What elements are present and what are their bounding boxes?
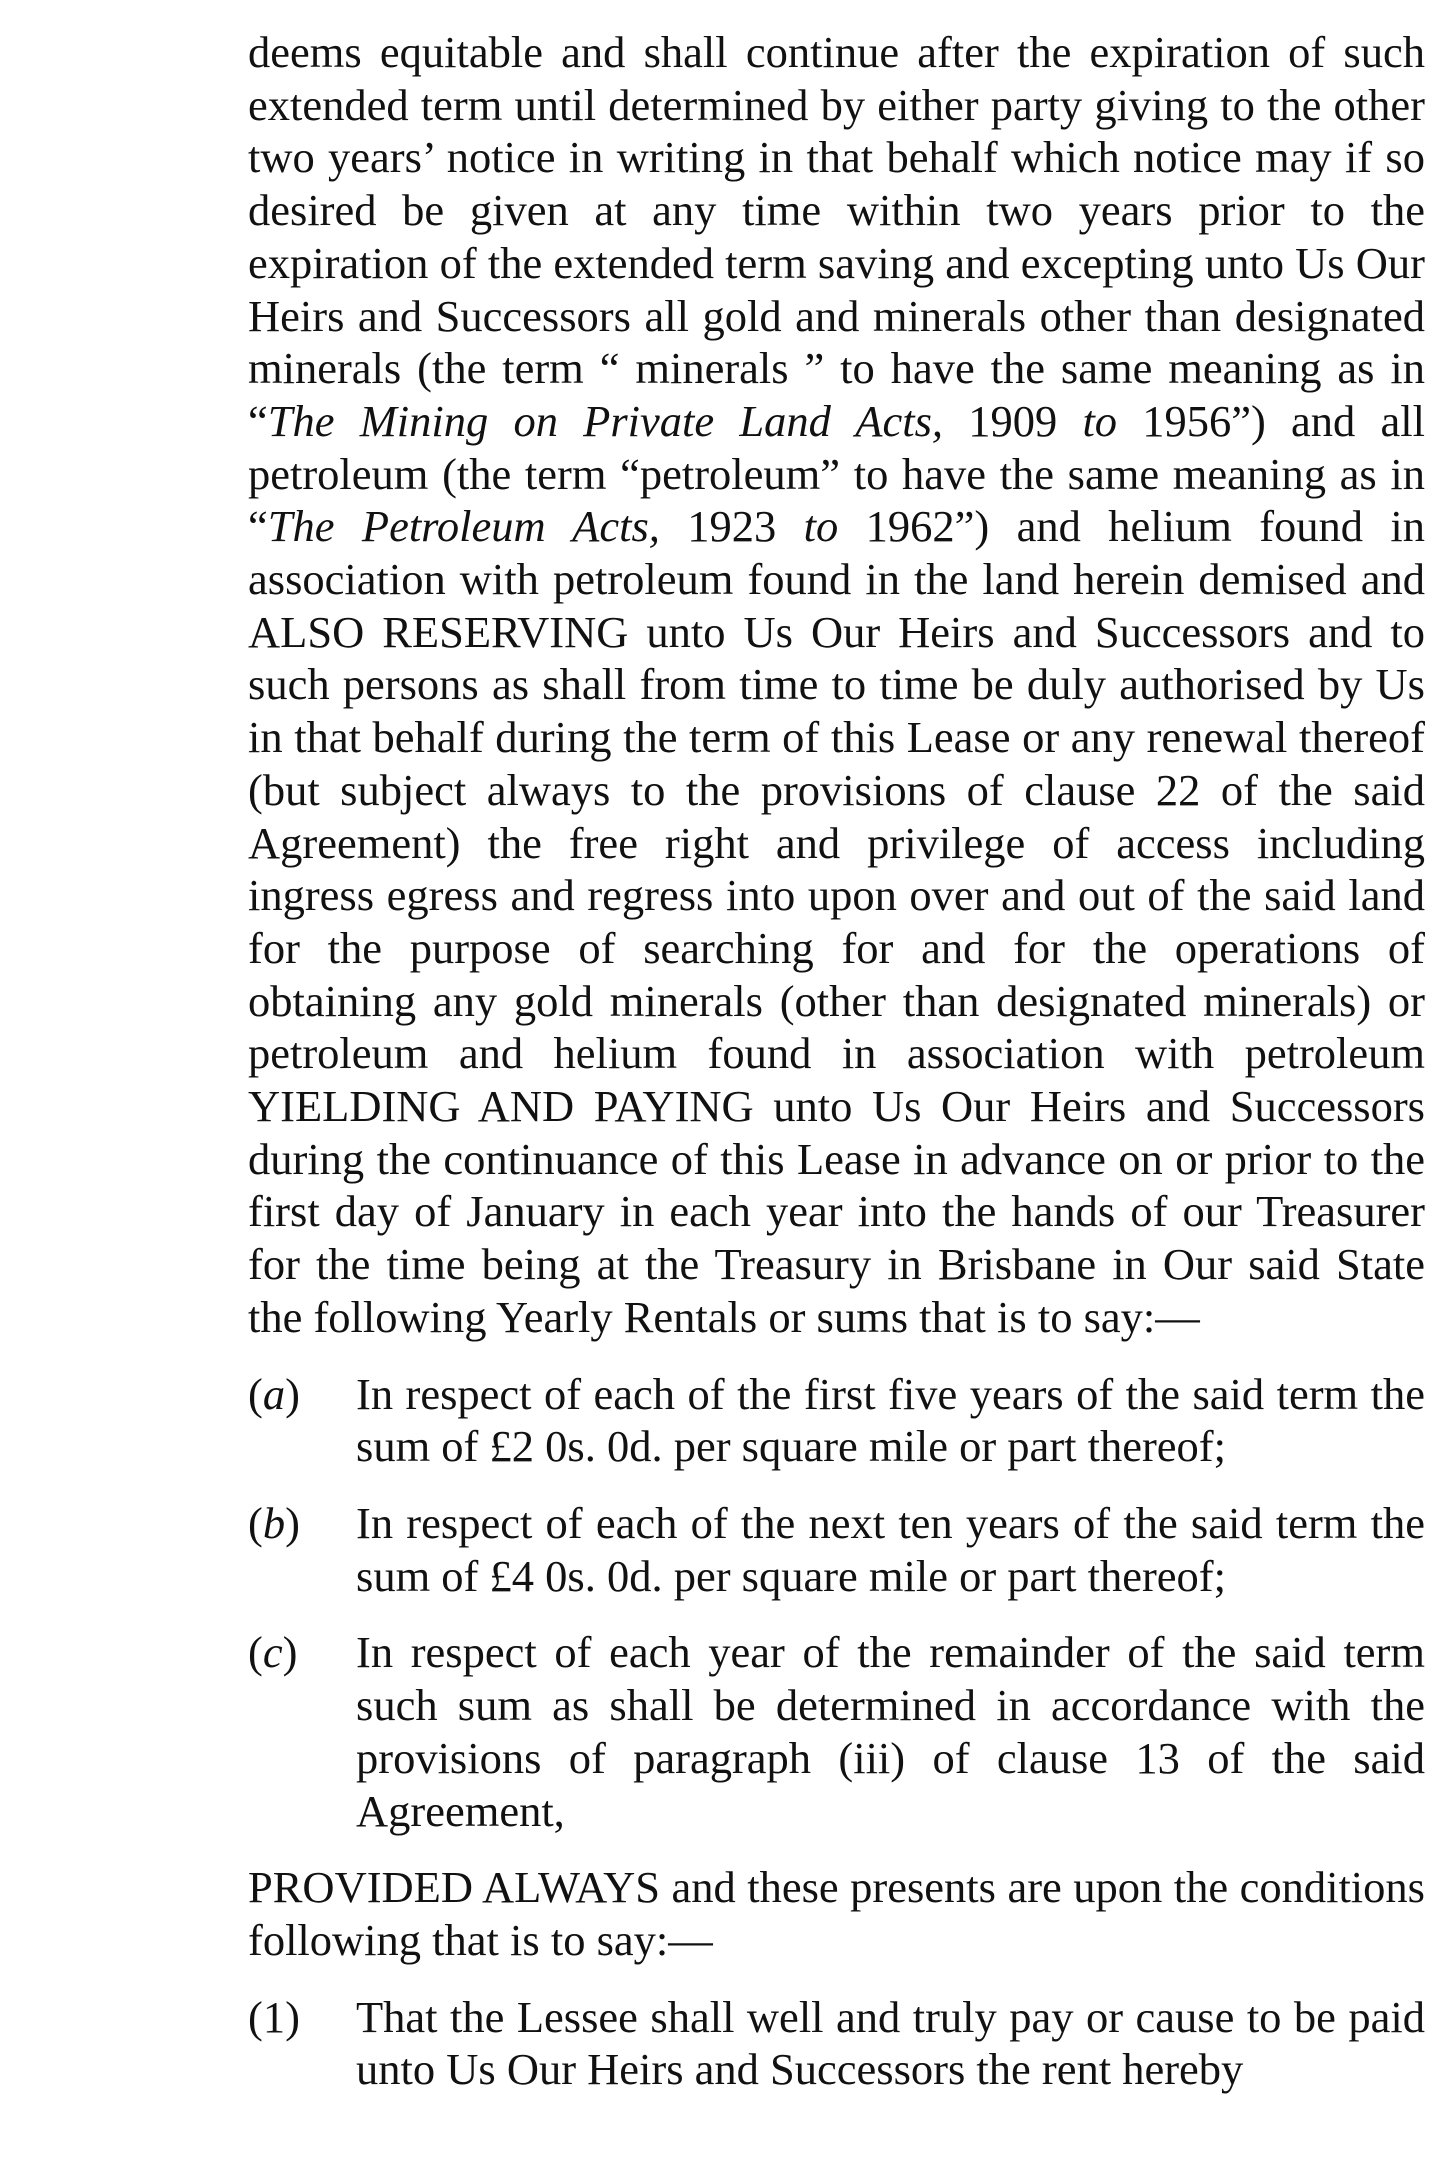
text-run: 1956”) and all petroleum (the term “petroleum” to have the same meaning as in “ [248, 395, 1425, 552]
proviso-paragraph: PROVIDED ALWAYS and these presents are upon the conditions following that is to say:— [248, 1862, 1425, 1965]
rental-item-c [248, 1626, 1425, 1837]
italic-to: to [1082, 395, 1118, 446]
margin-mark [188, 0, 189, 1]
lease-main-paragraph [248, 26, 1425, 1344]
item-label: (b) [248, 1497, 300, 1548]
rental-item-b [248, 1497, 1425, 1602]
condition-item-1 [248, 1991, 1425, 2096]
act-title-petroleum: The Petroleum Acts, [267, 501, 660, 552]
text-run: 1923 [659, 501, 804, 552]
item-label: (c) [248, 1627, 298, 1678]
item-text: That the Lessee shall well and truly pay or cause to be paid unto Us Our Heirs and Successors the rent hereby [356, 1991, 1425, 2095]
text-run: 1909 [943, 395, 1083, 446]
document-page [248, 26, 1425, 2096]
act-title-mining: The Mining on Private Land Acts, [267, 395, 944, 446]
item-text: In respect of each of the first five years of the said term the sum of £2 0s. 0d. per square mile or part thereof; [356, 1368, 1425, 1472]
text-run: 1962”) and helium found in association with petroleum found in the land herein demised and ALSO RESERVING unto Us Our Heirs and Successors and to such persons as shall from time to time be duly authorised by Us in that behalf during the term of this Lease or any renewal thereof (but subject always to the provisions of clause 22 of the said Agreement) the free right and privilege of access including ingress egress and regress into upon over and out of the said land for the purpose of searching for and for the operations of obtaining any gold minerals (other than designated minerals) or petroleum and helium found in association with petroleum YIELDING AND PAYING unto Us Our Heirs and Successors during the continuance of this Lease in advance on or prior to the first day of January in each year into the hands of our Treasurer for the time being at the Treasury in Brisbane in Our said State the following Yearly Rentals or sums that is to say:— [248, 501, 1425, 1342]
item-text: In respect of each year of the remainder of the said term such sum as shall be determined in accordance with the provisions of paragraph (iii) of clause 13 of the said Agreement, [356, 1627, 1425, 1836]
item-label: (1) [248, 1991, 300, 2042]
rental-item-a [248, 1368, 1425, 1473]
text-run: deems equitable and shall continue after the expiration of such extended term until determined by either party giving to the other two years’ notice in writing in that behalf which notice may if so desired be given at any time within two years prior to the expiration of the extended term saving and excepting unto Us Our Heirs and Successors all gold and minerals other than designated minerals (the term “ minerals ” to have the same meaning as in “ [248, 27, 1425, 446]
item-label: (a) [248, 1368, 300, 1419]
item-text: In respect of each of the next ten years of the said term the sum of £4 0s. 0d. per square mile or part thereof; [356, 1497, 1425, 1601]
italic-to: to [803, 501, 839, 552]
